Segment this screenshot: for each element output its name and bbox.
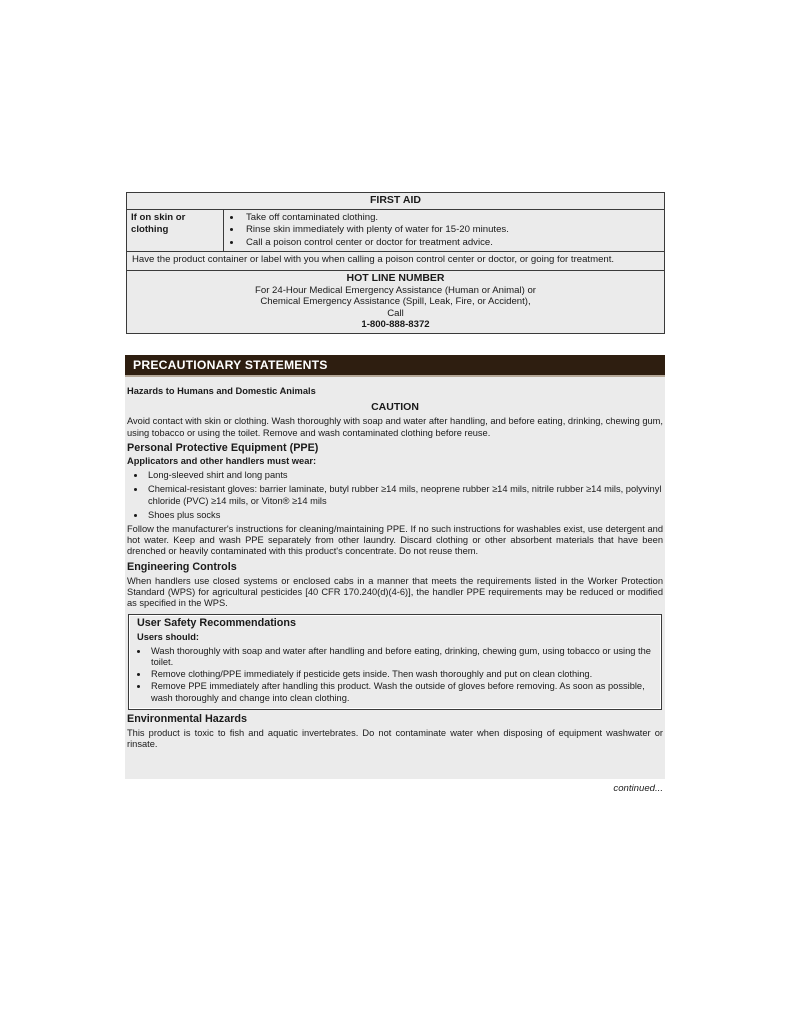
user-safety-heading: User Safety Recommendations [137, 617, 297, 630]
hazards-heading: Hazards to Humans and Domestic Animals [127, 386, 316, 396]
hotline-line-2: Chemical Emergency Assistance (Spill, Leak, Fire, or Accident), [260, 296, 531, 308]
ppe-list [127, 470, 663, 521]
skin-steps [224, 210, 664, 252]
precautionary-header: PRECAUTIONARY STATEMENTS [125, 355, 665, 377]
continued-note: continued... [613, 783, 663, 794]
user-safety-item: • Remove clothing/PPE immediately if pesticide gets inside. Then wash thoroughly and put on clean clothing. [149, 669, 653, 680]
hotline-line-1: For 24-Hour Medical Emergency Assistance (Human or Animal) or [255, 284, 536, 296]
engineering-heading: Engineering Controls [127, 560, 237, 573]
environmental-text: This product is toxic to fish and aquatic invertebrates. Do not contaminate water when disposing of equipment washwater or rinsate. [127, 728, 663, 750]
skin-label: If on skin or clothing [127, 210, 224, 252]
user-safety-item: • Wash thoroughly with soap and water after handling and before eating, drinking, chewing gum, using tobacco or using the toilet. [149, 646, 653, 668]
user-safety-intro: Users should: [137, 631, 199, 642]
engineering-text: When handlers use closed systems or enclosed cabs in a manner that meets the requirements listed in the Worker Protection Standard (WPS) for agricultural pesticides [40 CFR 170.240(d)(4-6)], the handler PPE requirements may be reduced or modified as specified in the WPS. [127, 575, 663, 609]
ppe-heading: Personal Protective Equipment (PPE) [127, 441, 319, 454]
ppe-item: • Long-sleeved shirt and long pants [146, 470, 663, 481]
skin-step: • Rinse skin immediately with plenty of water for 15-20 minutes. [242, 224, 660, 237]
skin-step: • Call a poison control center or doctor for treatment advice. [242, 237, 660, 250]
environmental-heading: Environmental Hazards [127, 712, 247, 725]
hotline-line-3: Call [387, 307, 404, 319]
user-safety-list [137, 646, 653, 704]
precautionary-statements-panel [125, 355, 665, 779]
first-aid-note: Have the product container or label with you when calling a poison control center or doctor, or going for treatment. [127, 252, 664, 271]
ppe-item: • Shoes plus socks [146, 510, 663, 521]
skin-row [127, 210, 664, 253]
ppe-item: • Chemical-resistant gloves: barrier laminate, butyl rubber ≥14 mils, neoprene rubber ≥14 mils, nitrile rubber ≥14 mils, polyvinyl chloride (PVC) ≥14 mils, or Viton® ≥14 mils [146, 484, 663, 506]
signal-word: CAUTION [371, 401, 419, 414]
skin-step: • Take off contaminated clothing. [242, 212, 660, 225]
precautionary-body [125, 377, 665, 750]
hotline-number: 1-800-888-8372 [361, 319, 430, 331]
hazards-text: Avoid contact with skin or clothing. Wash thoroughly with soap and water after handling, and before eating, drinking, chewing gum, using tobacco or using the toilet. Remove and wash contaminated clothing before reuse. [127, 416, 663, 438]
hotline-title: HOT LINE NUMBER [346, 271, 445, 284]
ppe-cleaning-text: Follow the manufacturer's instructions for cleaning/maintaining PPE. If no such instructions for washables exist, use detergent and hot water. Keep and wash PPE separately from other laundry. Discard clothing or other absorbent materials that have been drenched or heavily contaminated with this product's concentrate. Do not reuse them. [127, 524, 663, 557]
hotline-block [127, 271, 664, 333]
first-aid-table [126, 192, 665, 334]
ppe-intro: Applicators and other handlers must wear: [127, 456, 317, 467]
user-safety-box [128, 614, 662, 709]
user-safety-item: • Remove PPE immediately after handling this product. Wash the outside of gloves before removing. As soon as possible, wash thoroughly and change into clean clothing. [149, 681, 653, 703]
first-aid-title: FIRST AID [127, 193, 664, 210]
